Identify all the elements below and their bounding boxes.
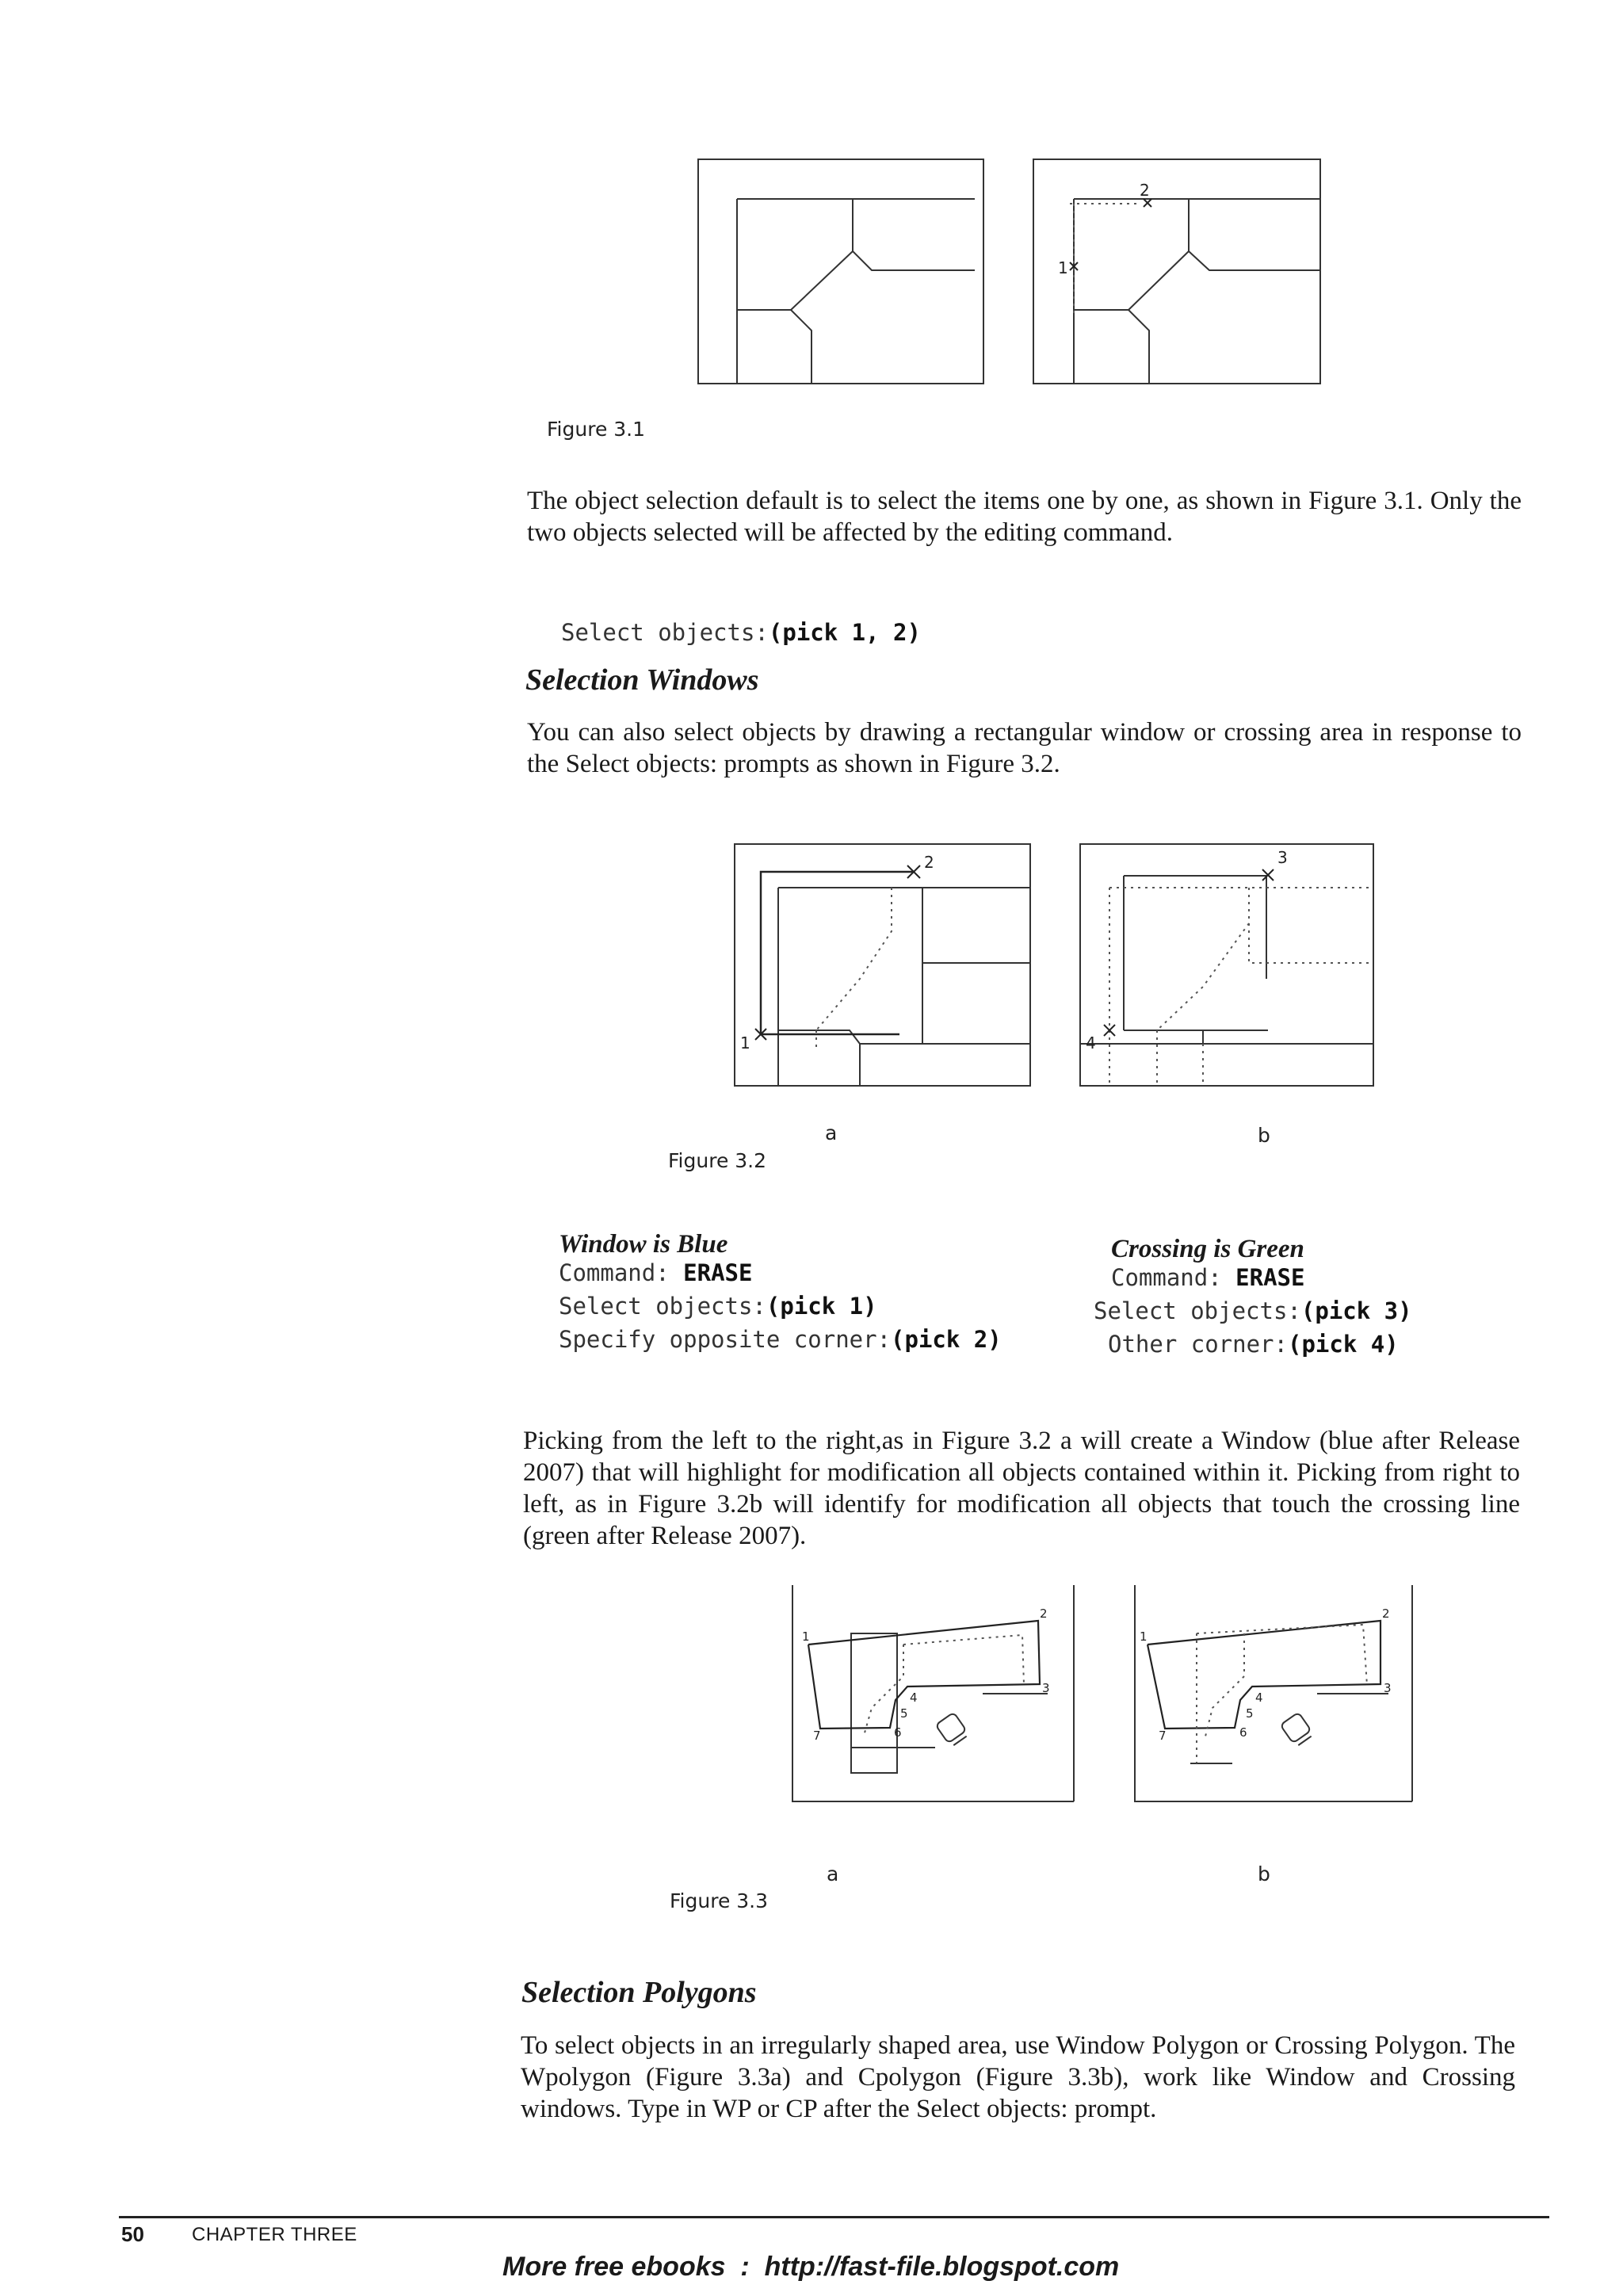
figure-3-2-sub-b: b <box>1258 1124 1270 1147</box>
figure-3-2-caption: Figure 3.2 <box>668 1149 767 1172</box>
code-select-objects <box>561 592 921 646</box>
figure-3-3-drawing <box>785 1581 1434 1819</box>
code-input: (pick 1, 2) <box>768 619 921 646</box>
svg-text:7: 7 <box>1159 1729 1167 1743</box>
figure-3-2-drawing <box>729 836 1379 1090</box>
figure-3-1-drawing <box>689 155 1323 392</box>
crossing-line-2: Select objects:(pick 3) <box>1094 1297 1412 1324</box>
figure-3-2-sub-a: a <box>825 1121 838 1144</box>
crossing-heading: Crossing is Green <box>1111 1235 1304 1263</box>
svg-text:3: 3 <box>1042 1681 1050 1695</box>
svg-text:2: 2 <box>1382 1606 1390 1621</box>
window-heading: Window is Blue <box>559 1230 728 1259</box>
fig32b-label-3: 3 <box>1277 848 1288 867</box>
crossing-line-3: Other corner:(pick 4) <box>1108 1331 1399 1358</box>
footer-page-number: 50 <box>121 2222 144 2246</box>
fig32b-label-4: 4 <box>1086 1033 1096 1052</box>
paragraph-4: To select objects in an irregularly shaped area, use Window Polygon or Crossing Polygon. The Wpolygon (Figure 3.3a) and Cpolygon (Figure 3.3b), work like Window and Crossing windows. Type in WP or CP after the Select objects: prompt. <box>521 2031 1515 2123</box>
paragraph-1: The object selection default is to select the items one by one, as shown in Figure 3.1. Only the two objects selected will be affected by the editing command. <box>527 487 1522 547</box>
footer-rule <box>119 2216 1549 2218</box>
pick-markers <box>1070 199 1151 270</box>
figure-3-3-sub-a: a <box>827 1862 839 1885</box>
svg-text:5: 5 <box>1246 1706 1254 1721</box>
svg-text:1: 1 <box>1140 1629 1148 1644</box>
svg-text:4: 4 <box>1255 1690 1263 1705</box>
window-line-2: Select objects:(pick 1) <box>559 1293 877 1320</box>
window-column <box>559 1230 1002 1353</box>
watermark-link[interactable]: More free ebooks : http://fast-file.blogspot.com <box>502 2252 1120 2282</box>
crossing-line-1: Command: ERASE <box>1111 1264 1305 1291</box>
figure-3-3 <box>785 1581 1434 1819</box>
pick-label-1: 1 <box>1058 258 1068 277</box>
figure-3-3-caption: Figure 3.3 <box>670 1889 769 1912</box>
figure-3-1 <box>689 155 1323 392</box>
figure-3-3-sub-b: b <box>1258 1862 1270 1885</box>
figure-3-2 <box>729 836 1379 1090</box>
svg-text:5: 5 <box>900 1706 908 1721</box>
window-line-3: Specify opposite corner:(pick 2) <box>559 1326 1002 1353</box>
heading-selection-windows: Selection Windows <box>525 663 759 697</box>
svg-text:1: 1 <box>802 1629 810 1644</box>
svg-text:6: 6 <box>1239 1725 1247 1740</box>
svg-text:2: 2 <box>1040 1606 1048 1621</box>
figure-3-1-caption: Figure 3.1 <box>547 418 646 441</box>
crossing-column <box>1094 1235 1412 1358</box>
chair-icon-a <box>936 1713 969 1748</box>
paragraph-3: Picking from the left to the right,as in Figure 3.2 a will create a Window (blue after Release 2007) that will highlight for modification all objects contained within it. Picking from right to left, as in Figure 3.2b will identify for modification all objects that touch the crossing line (green after Release 2007). <box>523 1427 1520 1550</box>
footer-chapter: CHAPTER THREE <box>192 2224 357 2245</box>
svg-text:6: 6 <box>894 1725 902 1740</box>
svg-text:7: 7 <box>813 1729 821 1743</box>
paragraph-2: You can also select objects by drawing a rectangular window or crossing area in response to the Select objects: prompts as shown in Figure 3.2. <box>527 718 1522 778</box>
fig32a-label-1: 1 <box>740 1033 750 1052</box>
code-prompt: Select objects: <box>561 619 769 646</box>
svg-text:4: 4 <box>910 1690 918 1705</box>
svg-text:3: 3 <box>1384 1681 1392 1695</box>
fig32a-label-2: 2 <box>924 853 934 872</box>
chair-icon-b <box>1281 1713 1314 1748</box>
heading-selection-polygons: Selection Polygons <box>521 1976 757 2009</box>
window-line-1: Command: ERASE <box>559 1259 753 1286</box>
pick-label-2: 2 <box>1140 181 1150 200</box>
